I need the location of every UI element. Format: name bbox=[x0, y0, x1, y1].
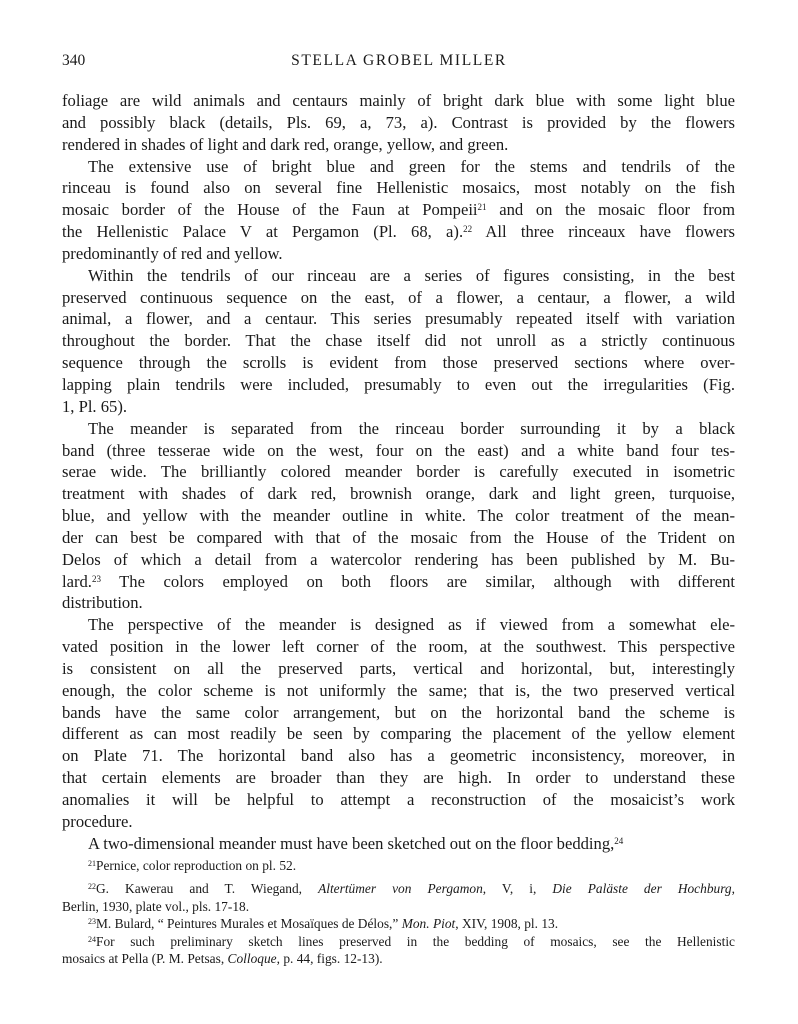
text-line: mosaic border of the House of the Faun at Pompeii$^{21}$ and on the mosaic floor from bbox=[62, 200, 735, 220]
text-line: lapping plain tendrils were included, presumably to even out the irregularities (Fig. bbox=[62, 374, 735, 394]
text-line: foliage are wild animals and centaurs mainly of bright dark blue with some light blue bbox=[62, 91, 735, 110]
footnote-23: $^{23}$M. Bulard, “ Peintures Murales et Mosaïques de Délos,” Mon. Piot, XIV, 1908, pl. 13. bbox=[88, 916, 559, 932]
text-line: anomalies it will be helpful to attempt a reconstruction of the mosaicist’s work bbox=[62, 790, 735, 809]
text-line: The perspective of the meander is designed as if viewed from a somewhat ele- bbox=[88, 615, 735, 635]
text-line: distribution. bbox=[62, 593, 143, 613]
text-line: rinceau is found also on several fine Hellenistic mosaics, most notably on the fish bbox=[62, 178, 735, 198]
text-line: predominantly of red and yellow. bbox=[62, 243, 283, 263]
text-line: on Plate 71. The horizontal band also has a geometric inconsistency, moreover, in bbox=[62, 746, 735, 766]
footnote-21: $^{21}$Pernice, color reproduction on pl. 52. bbox=[88, 858, 297, 873]
footnote-ref: 21 bbox=[477, 202, 487, 213]
text-line: A two-dimensional meander must have been sketched out on the floor bedding,$^{24}$ bbox=[88, 833, 624, 853]
footnote-22-continued: Berlin, 1930, plate vol., pls. 17-18. bbox=[62, 898, 250, 914]
text-line: different as can most readily be seen by comparing the placement of the yellow element bbox=[62, 724, 735, 744]
text-line: and possibly black (details, Pls. 69, a, 73, a). Contrast is provided by the flowers bbox=[62, 112, 735, 132]
footnote-22: $^{22}$G. Kawerau and T. Wiegand, Altertümer von Pergamon, V, i, Die Paläste der Hochburg, bbox=[88, 881, 735, 897]
text-line: band (three tesserae wide on the west, four on the east) and a white band four tes- bbox=[62, 440, 735, 460]
footnote-ref: 23 bbox=[91, 573, 101, 584]
body-text bbox=[62, 90, 735, 855]
footnote-ref: 22 bbox=[463, 224, 473, 235]
text-line: animal, a flower, and a centaur. This series presumably repeated itself with variation bbox=[62, 309, 735, 329]
text-line: preserved continuous sequence on the east, of a flower, a centaur, a flower, a wild bbox=[62, 287, 735, 307]
footnote-ref: 24 bbox=[614, 835, 624, 846]
text-line: throughout the border. That the chase itself did not unroll as a strictly continuous bbox=[62, 331, 735, 351]
text-line: The meander is separated from the rinceau border surrounding it by a black bbox=[88, 418, 735, 438]
text-line: procedure. bbox=[62, 811, 133, 831]
text-line: lard.$^{23}$ The colors employed on both floors are similar, although with different bbox=[62, 571, 735, 591]
footnote-24: $^{24}$For such preliminary sketch lines preserved in the bedding of mosaics, see the Hellenistic bbox=[88, 933, 735, 949]
text-line: Delos of which a detail from a watercolor rendering has been published by M. Bu- bbox=[62, 549, 735, 569]
text-line: Within the tendrils of our rinceau are a series of figures consisting, in the best bbox=[88, 265, 735, 285]
running-head bbox=[62, 52, 736, 74]
text-line: is consistent on all the preserved parts, vertical and horizontal, but, interestingly bbox=[62, 658, 735, 678]
text-line: rendered in shades of light and dark red, orange, yellow, and green. bbox=[62, 134, 509, 154]
text-line: the Hellenistic Palace V at Pergamon (Pl. 68, a).$^{22}$ All three rinceaux have flowers bbox=[62, 222, 736, 242]
running-title: STELLA GROBEL MILLER bbox=[291, 52, 507, 69]
text-line: sequence through the scrolls is evident from those preserved sections where over- bbox=[62, 353, 735, 373]
text-line: The extensive use of bright blue and green for the stems and tendrils of the bbox=[88, 156, 735, 176]
text-line: enough, the color scheme is not uniformly the same; that is, the two preserved vertical bbox=[62, 680, 735, 700]
text-line: serae wide. The brilliantly colored meander border is carefully executed in isometric bbox=[62, 462, 735, 482]
page-number: 340 bbox=[62, 52, 86, 69]
text-line: bands have the same color arrangement, but on the horizontal band the scheme is bbox=[62, 702, 735, 722]
text-line: vated position in the lower left corner of the room, at the southwest. This perspective bbox=[62, 637, 735, 657]
text-line: blue, and yellow with the meander outline in white. The color treatment of the mean- bbox=[62, 506, 735, 526]
footnotes bbox=[62, 857, 735, 967]
text-line: that certain elements are broader than they are high. In order to understand these bbox=[62, 768, 735, 788]
text-line: der can best be compared with that of the mosaic from the House of the Trident on bbox=[62, 527, 735, 547]
footnote-24-continued: mosaics at Pella (P. M. Petsas, Colloque, p. 44, figs. 12-13). bbox=[62, 950, 383, 966]
text-line: treatment with shades of dark red, brownish orange, dark and light green, turquoise, bbox=[62, 484, 735, 504]
text-line: 1, Pl. 65). bbox=[62, 396, 127, 416]
